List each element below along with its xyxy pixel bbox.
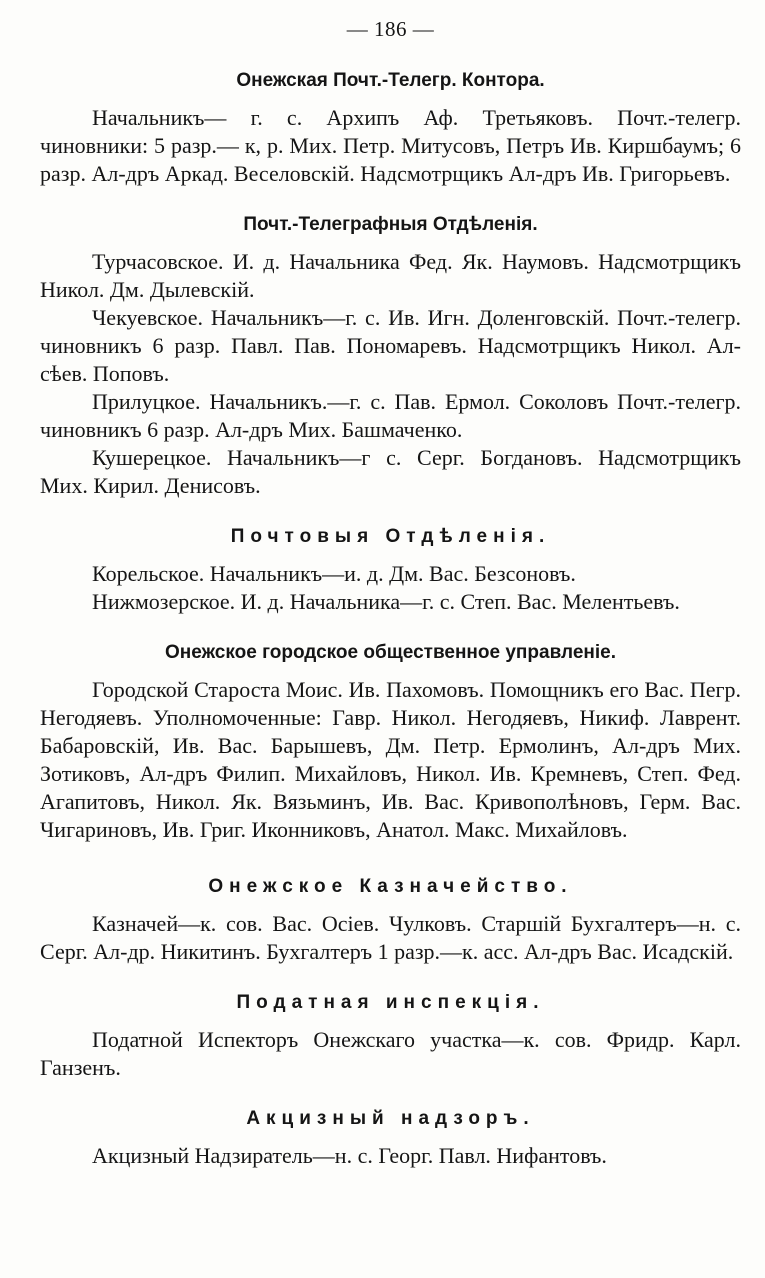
paragraph: Прилуцкое. Начальникъ.—г. с. Пав. Ермол. Соколовъ Почт.-телегр. чиновникъ 6 разр. Ал-дръ Мих. Башмаченко. <box>40 389 741 442</box>
section-post-telegraph-branches <box>40 212 741 500</box>
paragraph: Турчасовское. И. д. Начальника Фед. Як. Наумовъ. Надсмотрщикъ Никол. Дм. Дылевскій. <box>40 249 741 302</box>
section-tax-inspection <box>40 990 741 1082</box>
section-heading: Онежское Казначейство. <box>208 876 573 897</box>
section-onega-post-telegraph-office <box>40 68 741 188</box>
paragraph: Нижмозерское. И. д. Начальника—г. с. Степ. Вас. Мелентьевъ. <box>92 589 680 614</box>
section-heading: Онежское городское общественное управленіе. <box>165 642 616 663</box>
page-number: — 186 — <box>346 17 435 41</box>
section-excise-supervision <box>40 1106 741 1170</box>
paragraph: Акцизный Надзиратель—н. с. Георг. Павл. Нифантовъ. <box>92 1143 607 1168</box>
paragraph: Корельское. Начальникъ—и. д. Дм. Вас. Безсоновъ. <box>92 561 576 586</box>
paragraph: Начальникъ— г. с. Архипъ Аф. Третьяковъ. Почт.-телегр. чиновники: 5 разр.— к, р. Мих. Петр. Митусовъ, Петръ Ив. Киршбаумъ; 6 разр. Ал-дръ Аркад. Веселовскій. Надсмотрщикъ Ал-дръ Ив. Григорьевъ. <box>40 105 741 186</box>
paragraph: Городской Староста Моис. Ив. Пахомовъ. Помощникъ его Вас. Пегр. Негодяевъ. Уполномоченные: Гавр. Никол. Негодяевъ, Никиф. Лаврент. Бабаровскій, Ив. Вас. Барышевъ, Дм. Петр. Ермолинъ, Ал-дръ Мих. Зотиковъ, Ал-дръ Филип. Михайловъ, Никол. Ив. Кремневъ, Степ. Фед. Агапитовъ, Никол. Як. Вязьминъ, Ив. Вас. Кривополѣновъ, Герм. Вас. Чигариновъ, Ив. Григ. Иконниковъ, Анатол. Макс. Михайловъ. <box>40 677 741 842</box>
paragraph: Казначей—к. сов. Вас. Осіев. Чулковъ. Старшій Бухгалтеръ—н. с. Серг. Ал-др. Никитинъ. Бухгалтеръ 1 разр.—к. асс. Ал-дръ Вас. Исадскій. <box>40 911 741 964</box>
section-onega-city-administration <box>40 640 741 844</box>
section-heading: Онежская Почт.-Телегр. Контора. <box>236 70 545 91</box>
section-heading: Почт.-Телеграфныя Отдѣленія. <box>243 214 538 235</box>
section-heading: Акцизный надзоръ. <box>246 1108 535 1129</box>
paragraph: Чекуевское. Начальникъ—г. с. Ив. Игн. Доленговскій. Почт.-телегр. чиновникъ 6 разр. Павл. Пав. Пономаревъ. Надсмотрщикъ Никол. Ал-сѣев. Поповъ. <box>40 305 741 386</box>
paragraph: Кушерецкое. Начальникъ—г с. Серг. Богдановъ. Надсмотрщикъ Мих. Кирил. Денисовъ. <box>40 445 741 498</box>
paragraph: Податной Испекторъ Онежскаго участка—к. сов. Фридр. Карл. Ганзенъ. <box>40 1027 741 1080</box>
section-heading: Податная инспекція. <box>236 992 545 1013</box>
section-post-branches <box>40 524 741 616</box>
section-heading: Почтовыя Отдѣленія. <box>230 526 551 547</box>
section-onega-treasury <box>40 874 741 966</box>
